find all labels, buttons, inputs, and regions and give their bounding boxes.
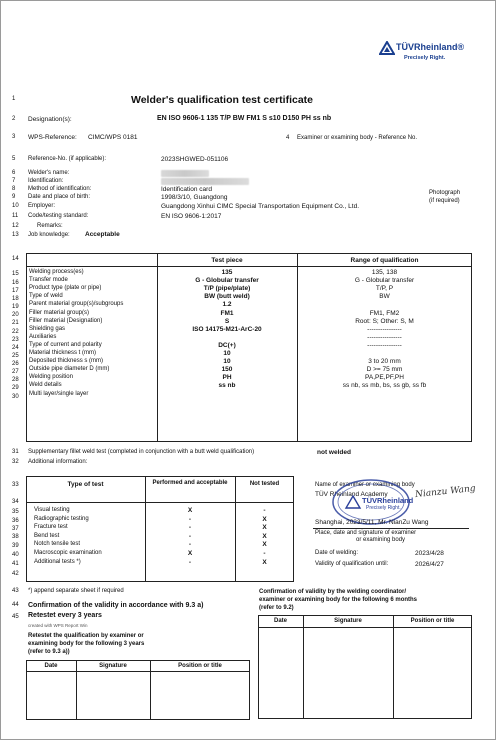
line-number: 16 [12,280,19,286]
line-number: 38 [12,534,19,540]
line-number: 40 [12,552,19,558]
line-number: 39 [12,543,19,549]
row-range-value: PA,PE,PF,PH [365,374,404,382]
line-number: 15 [12,271,19,277]
test-type-label: Notch tensile test [34,541,81,548]
line-number: 12 [12,223,19,229]
examiner-ref-label: Examiner or examining body - Reference No. [297,135,418,141]
retest-signature-table [26,660,250,720]
right-col-position: Position or title [410,618,455,624]
line-number: 41 [12,561,19,567]
row-range-value: ss nb, ss mb, bs, ss gb, ss fb [342,382,427,390]
date-welding-value: 2023/4/28 [415,550,444,557]
line-number: 4 [286,135,290,141]
photo-label: Photograph [429,190,461,196]
line-number: 32 [12,459,19,465]
row-label: Filler material group(s) [29,309,90,316]
supplementary-value: not welded [317,449,351,456]
line-number: 19 [12,304,19,310]
validity-value: 2026/4/27 [415,561,444,568]
test-not-tested-mark: - [263,507,266,514]
code-label: Code/testing standard: [28,213,89,219]
confirm-right-text3: (refer to 9.2) [259,605,294,611]
footnote: *) append separate sheet if required [28,588,124,594]
place-caption: Place, date and signature of examiner [315,530,417,536]
method-value: Identification card [161,186,212,193]
left-col-position: Position or title [178,663,222,669]
confirm-left-title: Confirmation of the validity in accordance with 9.3 a) [28,602,204,609]
row-range-value: ---------------- [367,341,402,349]
test-performed-mark: - [188,532,192,540]
row-range-value: G - Globular transfer [354,277,415,285]
line-number: 20 [12,312,19,318]
line-number: 5 [12,156,16,162]
line-number: 28 [12,377,19,383]
row-label: Weld details [29,382,62,389]
test-type-label: Fracture test [34,524,68,531]
test-not-tested-mark: - [263,550,266,557]
examiner-name-label: Name of examiner or examining body [315,482,415,488]
row-label: Parent material group(s)/subgroups [29,301,124,308]
examiner-org: TÜV Rheinland Academy [315,491,388,498]
test-not-tested-mark: X [262,532,267,540]
test-type-label: Additional tests *) [34,558,81,565]
welder-name-label: Welder's name: [28,170,70,176]
col-test-piece: Test piece [211,257,243,264]
tuv-triangle-icon [379,41,395,55]
left-col-date: Date [44,663,58,669]
line-number: 37 [12,526,19,532]
col-range: Range of qualification [350,257,419,264]
line-number: 35 [12,509,19,515]
row-test-value: DC(+) [218,341,236,349]
ref-value: 2023SHGWED-051106 [161,156,229,163]
validity-signature-table [258,615,472,719]
line-number: 13 [12,232,19,238]
line-number: 24 [12,345,19,351]
wps-label: WPS-Reference: [28,134,77,141]
retest-text3: (refer to 9.3 a)) [28,649,70,655]
identification-label: Identification: [28,178,64,184]
line-number: 21 [12,320,19,326]
line-number: 3 [12,134,16,140]
test-performed-mark: - [188,524,192,532]
test-performed-mark: - [188,541,192,549]
welder-name-redacted [161,170,209,177]
row-range-value: T/P, P [375,285,394,293]
identification-redacted [161,178,249,185]
line-number: 31 [12,449,19,455]
photo-sub: (if required) [429,198,460,204]
row-label: Outside pipe diameter D (mm) [29,366,110,373]
designation-value: EN ISO 9606-1 135 T/P BW FM1 S s10 D150 PH ss nb [157,115,332,122]
row-label: Product type (plate or pipe) [29,285,102,292]
designation-label: Designation(s): [28,116,72,123]
stamp-text: Precisely Right. [366,505,401,511]
row-label: Type of current and polarity [29,341,102,348]
confirm-right-text2: examiner or examining body for the following 6 months [259,597,418,603]
method-label: Method of identification: [28,186,92,192]
tuv-logo [379,41,469,69]
employer-value: Guangdong Xinhui CIMC Special Transportation Equipment Co., Ltd. [161,203,360,210]
row-label: Type of weld [29,293,63,300]
line-number: 30 [12,394,19,400]
test-type-label: Macroscopic examination [34,550,102,556]
row-test-value: T/P (pipe/plate) [203,285,251,293]
place-caption2: or examining body [356,537,406,543]
row-label: Welding process(es) [29,269,84,275]
row-label: Material thickness t (mm) [29,350,97,356]
left-col-signature: Signature [99,663,127,669]
row-test-value: PH [222,374,232,382]
job-label: Job knowledge: [28,232,70,238]
test-performed-mark: X [187,507,193,514]
code-value: EN ISO 9606-1:2017 [161,213,222,220]
test-performed-mark: X [187,550,193,557]
test-not-tested-mark: X [262,541,267,549]
line-number: 29 [12,385,19,391]
line-number: 11 [12,213,19,219]
employer-label: Employer: [28,203,56,209]
test-performed-mark: - [188,558,192,566]
row-test-value: ISO 14175-M21-ArC-20 [192,325,262,333]
line-number: 2 [12,116,16,122]
row-test-value: G - Globular transfer [195,277,259,285]
page-title: Welder's qualification test certificate [131,94,314,106]
row-test-value: 10 [223,358,231,366]
line-number: 18 [12,296,19,302]
row-test-value: FM1 [220,309,234,317]
line-number: 34 [12,499,19,505]
test-not-tested-mark: X [262,524,267,532]
line-number: 42 [12,571,19,577]
place-date: Shanghai, 2023/5/11, Mr. NianZu Wang [315,519,429,526]
line-number: 43 [12,588,19,594]
confirm-left-sub: Retestet every 3 years [28,612,102,619]
line-number: 25 [12,353,19,359]
row-range-value: FM1, FM2 [369,309,400,317]
line-number: 36 [12,518,19,524]
row-test-value: ss nb [218,382,236,390]
line-number: 27 [12,369,19,375]
test-type-label: Radiographic testing [34,515,89,522]
retest-text2: examining body for the following 3 years [28,641,145,647]
row-label: Multi layer/single layer [29,390,89,397]
col-not-tested: Not tested [249,481,280,487]
test-type-label: Visual testing [34,507,70,513]
stamp-brand: TÜVRheinland [362,496,414,505]
dob-value: 1998/3/10, Guangdong [161,194,228,201]
line-number: 1 [12,96,16,102]
row-label: Filler material (Designation) [29,317,103,324]
row-test-value: S [224,317,230,325]
test-not-tested-mark: X [262,515,267,523]
right-col-signature: Signature [334,618,362,624]
line-number: 33 [12,482,19,488]
line-number: 10 [12,203,19,209]
line-number: 23 [12,337,19,343]
examiner-signature: Nianzu Wang [414,483,477,501]
line-number: 17 [12,288,19,294]
line-number: 8 [12,186,16,192]
row-test-value: BW (butt weld) [204,293,250,301]
row-label: Welding position [29,374,73,381]
line-number: 22 [12,329,19,335]
retest-text1: Retestet the qualification by examiner or [28,633,144,639]
test-type-label: Bend test [34,532,60,539]
row-label: Shielding gas [29,325,66,332]
test-not-tested-mark: X [262,558,267,566]
dob-label: Date and place of birth: [28,194,91,200]
line-number: 7 [12,178,16,184]
line-number: 26 [12,361,19,367]
supplementary-label: Supplementary fillet weld test (completed in conjunction with a butt weld qualification) [28,449,255,455]
row-range-value: BW [379,293,390,301]
line-number: 45 [12,614,19,620]
row-range-value: ---------------- [367,325,402,333]
row-label: Deposited thickness s (mm) [29,358,104,365]
col-type-of-test: Type of test [67,481,104,488]
row-range-value: Root: S; Other: S, M [355,317,414,325]
row-test-value: 135 [221,269,233,276]
row-label: Auxiliaries [29,333,57,340]
line-number: 14 [12,256,19,262]
row-label: Transfer mode [29,277,68,284]
row-test-value: 10 [223,350,231,357]
line-number: 44 [12,602,19,608]
logo-brand: TÜVRheinland® [396,42,465,52]
logo-tagline: Precisely Right. [404,55,446,61]
remarks-label: Remarks: [37,223,63,229]
line-number: 9 [12,194,16,200]
row-range-value: ---------------- [367,333,402,341]
row-range-value: 135, 138 [371,269,398,276]
test-performed-mark: - [188,515,192,523]
line-number: 6 [12,170,16,176]
row-test-value: 150 [221,366,233,374]
row-range-value: 3 to 20 mm [368,358,401,366]
confirm-right-text1: Confirmation of validity by the welding coordinator/ [259,589,407,595]
row-test-value: 1.2 [222,301,232,309]
right-col-date: Date [273,618,287,624]
job-value: Acceptable [85,231,120,238]
confirm-left-created: created with WPS Report Win [28,623,88,628]
ref-label: Reference-No. (if applicable): [28,156,107,162]
wps-value: CIMC/WPS 0181 [88,134,138,141]
col-performed: Performed and acceptable [152,480,228,486]
date-welding-label: Date of welding: [315,550,359,556]
additional-info-label: Additional information: [28,459,88,465]
row-range-value: D >= 75 mm [366,366,403,374]
validity-label: Validity of qualification until: [315,561,389,567]
